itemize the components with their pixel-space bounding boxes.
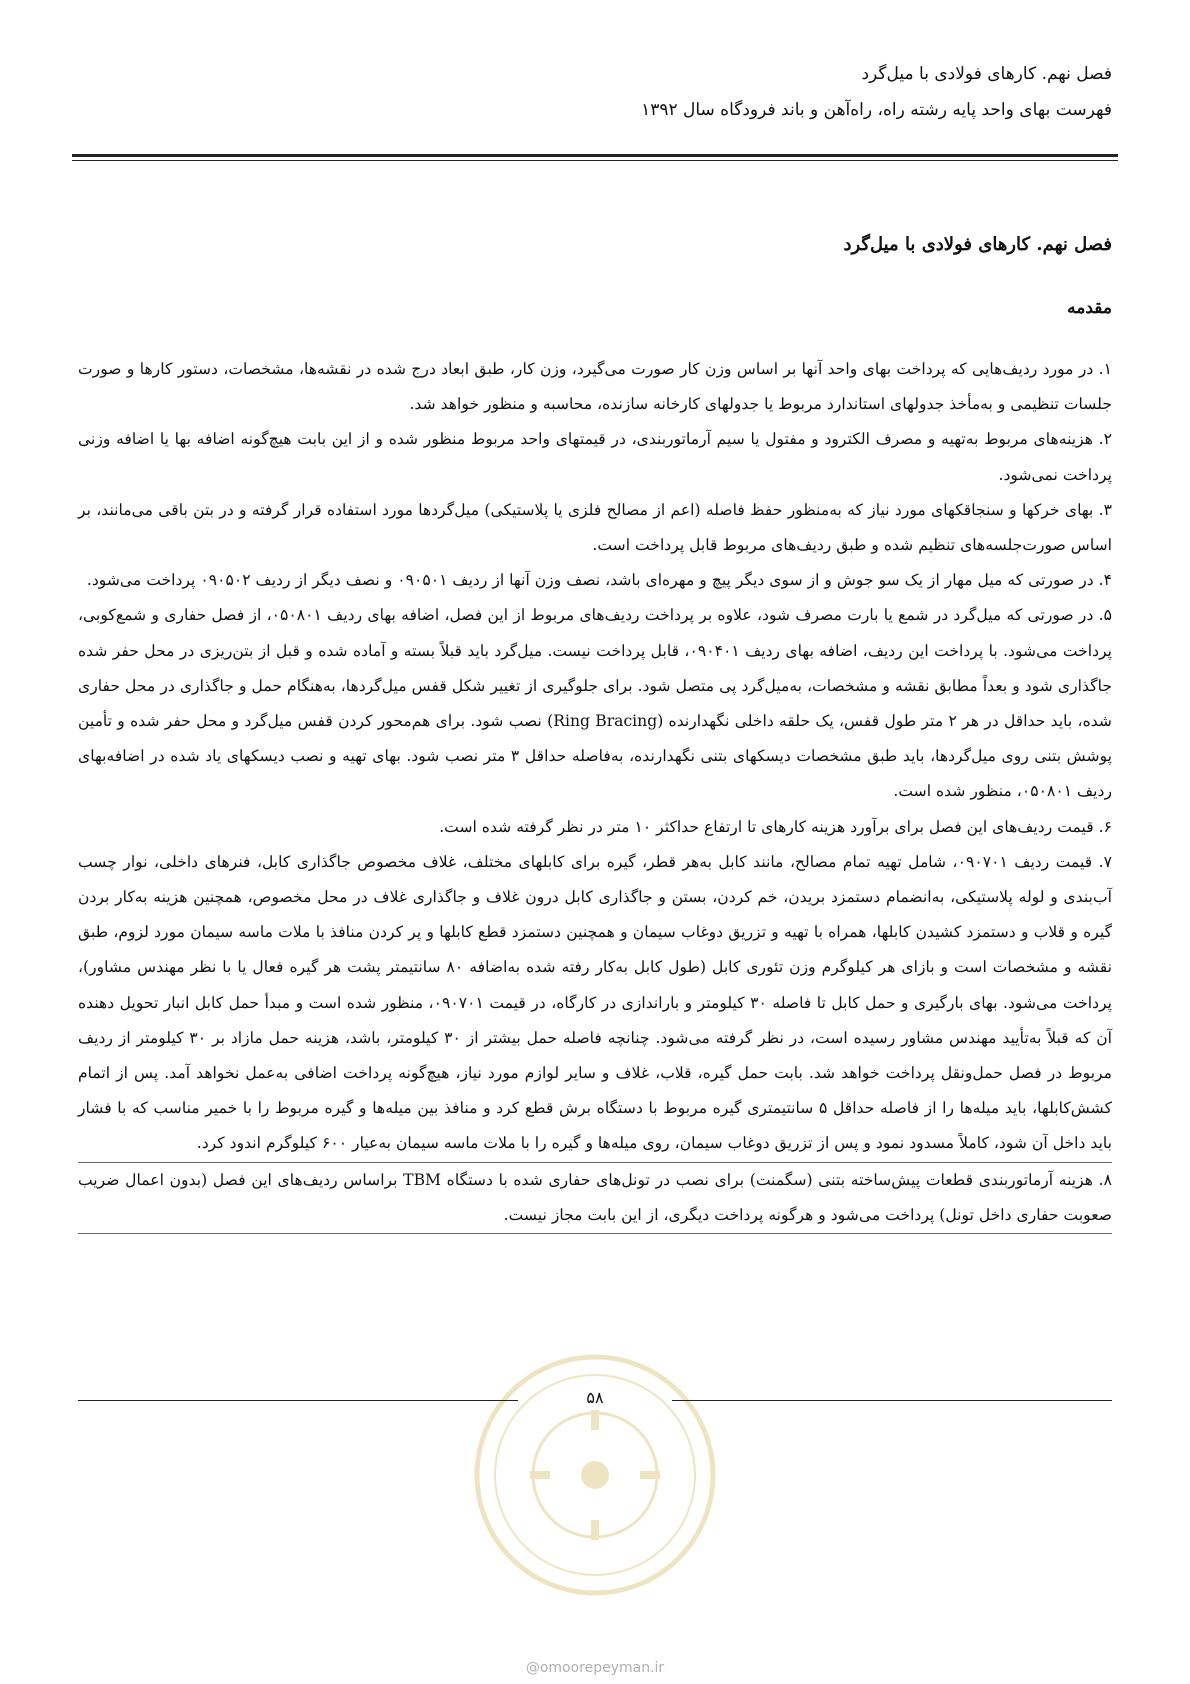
running-header-chapter: فصل نهم. کارهای فولادی با میل‌گرد	[861, 64, 1112, 84]
paragraph-6: ۶. قیمت ردیف‌های این فصل برای برآورد هزینه کارهای تا ارتفاع حداکثر ۱۰ متر در نظر گرفته شده است.	[439, 817, 1112, 836]
paragraph-1: ۱. در مورد ردیف‌هایی که پرداخت بهای واحد آنها بر اساس وزن کار صورت می‌گیرد، وزن کار، طبق ابعاد درج شده در نقشه‌ها، مشخصات، دستور کارها و صورت جلسات تنظیمی و به‌مأخذ جدولهای استاندارد مربوط یا جدولهای کارخانه سازنده، محاسبه و منظور خواهد شد.	[78, 360, 1112, 414]
running-header-title: فهرست بهای واحد پایه رشته راه، راه‌آهن و باند فرودگاه سال ۱۳۹۲	[641, 100, 1112, 120]
header-rule-thin	[72, 160, 1118, 161]
paragraph-5: ۵. در صورتی که میل‌گرد در شمع یا بارت مصرف شود، علاوه بر پرداخت ردیف‌های مربوط از این فصل، اضافه بهای ردیف ۰۵۰۸۰۱، از فصل حفاری و شمع‌کوبی، پرداخت می‌شود. با پرداخت این ردیف، اضافه بهای ردیف ۰۹۰۴۰۱، قابل پرداخت نیست. میل‌گرد باید قبلاً بسته و آماده شده و قبل از بتن‌ریزی در محل حفر شده جاگذاری شود و بعداً مطابق نقشه و مشخصات، به‌میل‌گرد پی متصل شود. برای جلوگیری از تغییر شکل قفس میل‌گردها، به‌هنگام حمل و جاگذاری در محل حفاری شده، باید حداقل در هر ۲ متر طول قفس، یک حلقه داخلی نگهدارنده (Ring Bracing) نصب شود. برای هم‌محور کردن قفس میل‌گرد و محل حفر شده و تأمین پوشش بتنی روی میل‌گردها، باید طبق مشخصات دیسکهای بتنی نگهدارنده، به‌فاصله حداقل ۳ متر نصب شود. بهای تهیه و نصب دیسکهای یاد شده در اضافه‌بهای ردیف ۰۵۰۸۰۱، منظور شده است.	[78, 606, 1112, 801]
intro-heading: مقدمه	[1067, 298, 1112, 318]
site-watermark: @omoorepeyman.ir	[525, 1660, 665, 1676]
paragraph-3: ۳. بهای خرکها و سنجاقکهای مورد نیاز که به‌منظور حفظ فاصله (اعم از مصالح فلزی یا پلاستیکی) میل‌گردها مورد استفاده قرار گرفته و در بتن باقی می‌مانند، بر اساس صورت‌جلسه‌های تنظیم شده و طبق ردیف‌های مربوط قابل پرداخت است.	[78, 500, 1112, 555]
paragraph-4: ۴. در صورتی که میل مهار از یک سو جوش و از سوی دیگر پیچ و مهره‌ای باشد، نصف وزن آنها از ردیف ۰۹۰۵۰۱ و نصف دیگر از ردیف ۰۹۰۵۰۲ پرداخت می‌شود.	[86, 571, 1112, 590]
paragraph-7: ۷. قیمت ردیف ۰۹۰۷۰۱، شامل تهیه تمام مصالح، مانند کابل به‌هر قطر، گیره برای کابلهای مختلف، غلاف مخصوص جاگذاری کابل، فنرهای داخلی، نوار چسب آب‌بندی و لوله پلاستیکی، به‌انضمام دستمزد بریدن، خم کردن، بستن و جاگذاری کابل درون غلاف و جاگذاری غلاف در محل مخصوص، همچنین هزینه به‌کار بردن گیره و قلاب و دستمزد کشیدن کابلها، همراه با تهیه و تزریق دوغاب سیمان و همچنین دستمزد قطع کابلها و پر کردن منافذ با ملات ماسه سیمان مورد لزوم، طبق نقشه و مشخصات است و بازای هر کیلوگرم وزن تئوری کابل (طول کابل به‌کار رفته شده به‌اضافه ۸۰ سانتیمتر پشت هر گیره فعال یا با نظر مهندس مشاور)، پرداخت می‌شود. بهای بارگیری و حمل کابل تا فاصله ۳۰ کیلومتر و باراندازی در کارگاه، در قیمت ۰۹۰۷۰۱، منظور شده است و مبدأ حمل کابل انبار تحویل دهنده آن که قبلاً به‌تأیید مهندس مشاور رسیده است، در نظر گرفته می‌شود. چنانچه فاصله حمل بیشتر از ۳۰ کیلومتر، باشد، هزینه حمل مازاد بر ۳۰ کیلومتر از ردیف مربوط در فصل حمل‌ونقل پرداخت خواهد شد. بابت حمل گیره، قلاب، غلاف و سایر لوازم مورد نیاز، هیچ‌گونه پرداخت اضافی به‌عمل نخواهد آمد. پس از اتمام کشش‌کابلها، باید میله‌ها را از فاصله حداقل ۵ سانتیمتری گیره مربوط با دستگاه برش قطع کرد و منافذ بین میله‌ها و گیره مربوط را با خمیر مناسب که با فشار باید داخل آن شود، کاملاً مسدود نمود و پس از تزریق دوغاب سیمان، روی میله‌ها و گیره را با ملات ماسه سیمان به‌عیار ۶۰۰ کیلوگرم اندود کرد.	[78, 852, 1113, 1153]
body-text	[78, 352, 1112, 1234]
paragraph-2: ۲. هزینه‌های مربوط به‌تهیه و مصرف الکترود و مفتول یا سیم آرماتوربندی، در قیمتهای واحد مربوط منظور شده و از این بابت هیچ‌گونه اضافه بها یا اضافه وزنی پرداخت نمی‌شود.	[78, 430, 1112, 484]
page-number: ۵۸	[586, 1388, 604, 1407]
header-rule-thick	[72, 154, 1118, 157]
paragraph-8: ۸. هزینه آرماتوربندی قطعات پیش‌ساخته بتنی (سگمنت) برای نصب در تونل‌های حفاری شده با دستگاه TBM براساس ردیف‌های این فصل (بدون اعمال ضریب صعوبت حفاری داخل تونل) پرداخت می‌شود و هرگونه پرداخت دیگری، از این بابت مجاز نیست.	[78, 1162, 1112, 1234]
chapter-title: فصل نهم. کارهای فولادی با میل‌گرد	[843, 234, 1112, 255]
